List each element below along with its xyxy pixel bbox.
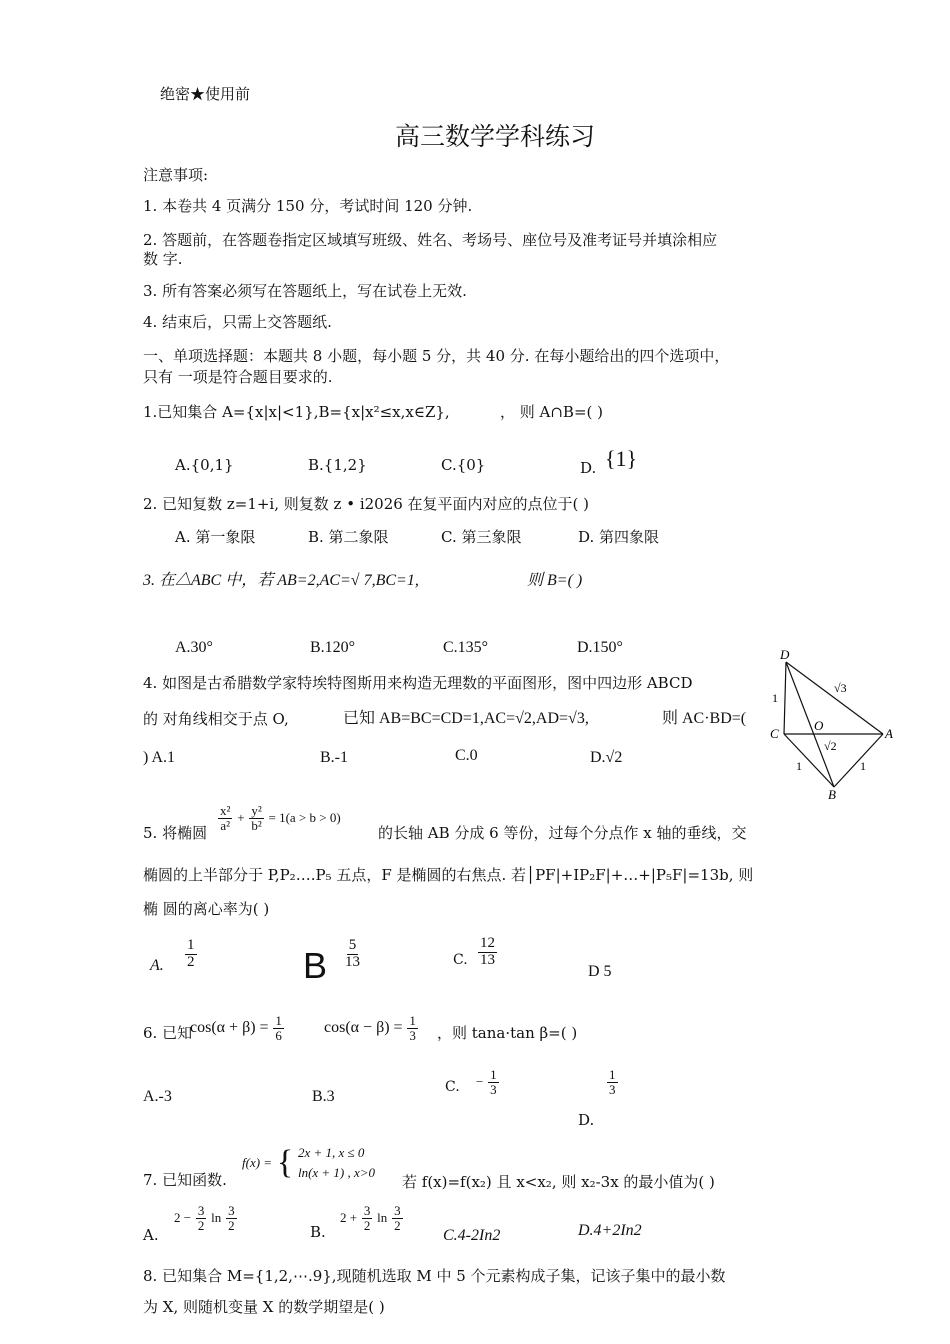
q8-line2: 为 X, 则随机变量 X 的数学期望是( ) (143, 1298, 385, 1316)
q6-option-a: A.-3 (143, 1088, 172, 1105)
q6-prefix: 6. 已知 (143, 1024, 193, 1042)
q1-tail: ， 则 A∩B=( ) (500, 403, 604, 421)
q2-option-d: D. 第四象限 (578, 528, 660, 546)
q5-option-a-frac: $\frac{1}{2}$ (187, 937, 195, 970)
notice-item-3: 3. 所有答案必须写在答题纸上，写在试卷上无效. (143, 282, 467, 300)
q5-option-c-frac: $\frac{12}{13}$ (480, 935, 495, 968)
section1-line2: 只有 一项是符合题目要求的. (143, 368, 333, 386)
q5-stem1: 的长轴 AB 分成 6 等份，过每个分点作 x 轴的垂线，交 (378, 824, 747, 842)
q4-line3: ) A.1 (143, 749, 175, 766)
q3-option-a: A.30° (175, 639, 213, 656)
q4-line2b: 已知 AB=BC=CD=1,AC=√2,AD=√3, (343, 710, 589, 727)
notice-item-2: 2. 答题前，在答题卷指定区域填写班级、姓名、考场号、座位号及准考证号并填涂相应 (143, 231, 718, 249)
label-cb-length: 1 (796, 759, 802, 773)
q4-line2c: 则 AC·BD=( (662, 710, 747, 727)
q4-option-c: C.0 (455, 747, 478, 764)
q3-option-c: C.135° (443, 639, 489, 656)
q4-option-b: B.-1 (320, 749, 348, 766)
q6-given-2: cos(α − β) = $\frac{1}{3}$ (324, 1012, 416, 1043)
q4-line2a: 的 对角线相交于点 O, (143, 710, 289, 728)
q7-prefix: 7. 已知函数. (143, 1171, 227, 1189)
q5-option-d: D 5 (588, 963, 612, 980)
label-da-length: √3 (834, 681, 847, 695)
q5-option-a-label: A. (150, 957, 164, 974)
q4-line1: 4. 如图是古希腊数学家特埃特图斯用来构造无理数的平面图形，图中四边形 ABCD (143, 674, 693, 692)
q8-line1: 8. 已知集合 M={1,2,⋯.9},现随机选取 M 中 5 个元素构成子集，记该子集中的最小数 (143, 1267, 726, 1285)
q5-stem3: 椭 圆的离心率为( ) (143, 900, 270, 918)
q5-frac-x: $\frac{\text{x²}}{\text{a²}}$ (220, 802, 231, 833)
label-c: C (770, 726, 779, 741)
edge-da (786, 662, 883, 734)
q6-option-d-label: D. (578, 1111, 595, 1129)
q5-option-b-label: B (303, 945, 328, 986)
q1-option-d-label: D. (580, 459, 597, 477)
q4-figure (762, 644, 902, 802)
q4-option-d: D.√2 (590, 749, 623, 766)
q5-ellipse-equation: $\frac{\text{x²}}{\text{a²}}$ + $\frac{\text{y²}}{\text{b²}}$ = 1(a > b > 0) (220, 802, 341, 833)
notice-item-1: 1. 本卷共 4 页满分 150 分，考试时间 120 分钟. (143, 197, 473, 215)
q2-stem: 2. 已知复数 z=1+i, 则复数 z • i2026 在复平面内对应的点位于( ) (143, 495, 590, 513)
label-dc-length: 1 (772, 691, 778, 705)
page-title: 高三数学学科练习 (395, 122, 596, 151)
q7-option-d: D.4+2In2 (578, 1222, 642, 1239)
q1-option-a: A.{0,1} (175, 456, 234, 474)
q3-option-b: B.120° (310, 639, 356, 656)
q6-option-c-frac: − $\frac{1}{3}$ (476, 1067, 497, 1097)
notice-heading: 注意事项: (143, 166, 209, 184)
q6-option-b: B.3 (312, 1088, 335, 1105)
q5-frac-y: $\frac{\text{y²}}{\text{b²}}$ (251, 802, 262, 833)
q7-option-a-expr: 2 − $\frac{3}{2}$ ln $\frac{3}{2}$ (174, 1203, 235, 1233)
q5-prefix: 5. 将椭圆 (143, 824, 208, 842)
q5-option-c-label: C. (453, 952, 468, 968)
notice-item-4: 4. 结束后，只需上交答题纸. (143, 313, 332, 331)
q6-given-1: cos(α + β) = $\frac{1}{6}$ (190, 1012, 282, 1043)
label-ba-length: 1 (860, 759, 866, 773)
diagonal-db (786, 662, 834, 787)
q2-option-b: B. 第二象限 (308, 528, 389, 546)
label-b: B (828, 787, 836, 802)
q1-option-d-value: {1} (605, 446, 638, 471)
edge-ba (834, 734, 883, 787)
q7-option-b-label: B. (310, 1223, 326, 1241)
q5-option-b-frac: $\frac{5}{13}$ (345, 937, 360, 970)
label-d: D (780, 647, 790, 662)
q1-option-b: B.{1,2} (308, 456, 367, 474)
label-o: O (814, 718, 824, 733)
label-a: A (885, 726, 893, 741)
section1-line1: 一、单项选择题：本题共 8 小题，每小题 5 分，共 40 分. 在每小题给出的四个选项中， (143, 347, 730, 365)
q6-option-c-label: C. (445, 1079, 460, 1095)
q1-stem: 1.已知集合 A={x|x|<1},B={x|x²≤x,x∈Z}, (143, 403, 450, 421)
notice-item-2-cont: 数 字. (143, 250, 183, 268)
secret-label: 绝密★使用前 (160, 85, 251, 103)
q2-option-c: C. 第三象限 (441, 528, 522, 546)
q3-tail: 则 B=( ) (527, 572, 583, 589)
q2-option-a: A. 第一象限 (175, 528, 256, 546)
q3-stem: 3. 在△ABC 中，若 AB=2,AC=√ 7,BC=1, (143, 572, 419, 589)
q3-option-d: D.150° (577, 639, 623, 656)
edge-dc (784, 662, 786, 734)
q6-tail: ，则 tana·tan β=( ) (437, 1024, 578, 1042)
q7-tail: 若 f(x)=f(x₂) 且 x<x₂, 则 x₂-3x 的最小值为( ) (402, 1173, 715, 1191)
q1-option-c: C.{0} (441, 456, 486, 474)
q5-stem2: 椭圆的上半部分于 P,P₂….P₅ 五点，F 是椭圆的右焦点. 若│PF|+IP₂F|+…+|P₅F|=13b, 则 (143, 866, 754, 884)
q7-option-c: C.4-2In2 (443, 1227, 501, 1244)
label-ca-length: √2 (824, 739, 837, 753)
q7-option-a-label: A. (143, 1226, 159, 1244)
q7-function-def: f(x) = { 2x + 1, x ≤ 0 ln(x + 1) , x>0 (242, 1144, 376, 1181)
q6-option-d-frac: $\frac{1}{3}$ (609, 1067, 616, 1097)
q7-option-b-expr: 2 + $\frac{3}{2}$ ln $\frac{3}{2}$ (340, 1203, 401, 1233)
